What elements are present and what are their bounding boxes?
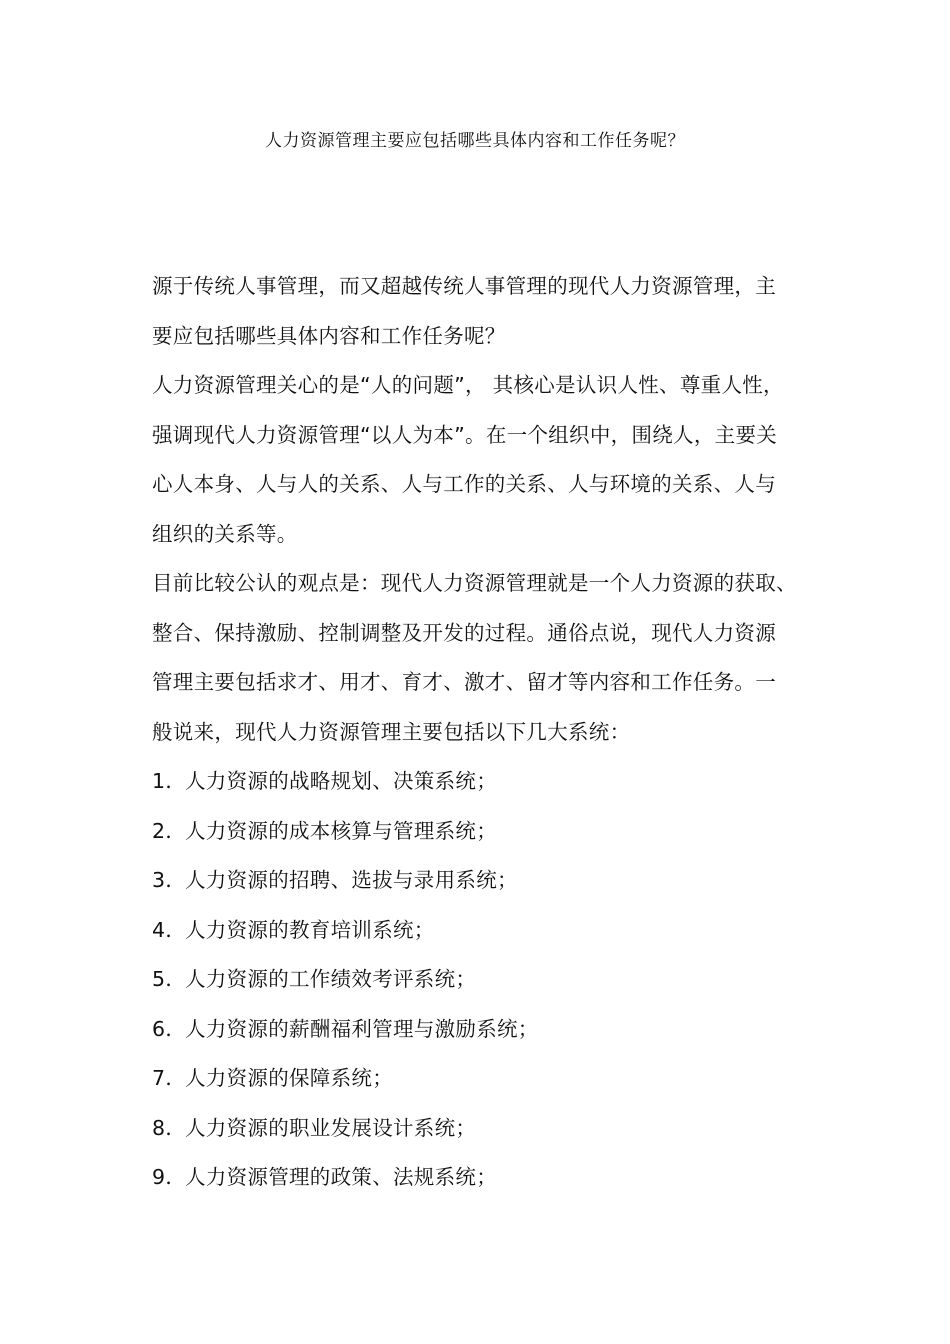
list-item-number: 8． <box>152 1115 187 1140</box>
list-item <box>152 856 802 906</box>
list-item <box>152 757 802 807</box>
list-item <box>152 807 802 857</box>
list-item-number: 2． <box>152 818 187 843</box>
list-item-text: 人力资源的教育培训系统； <box>185 917 435 942</box>
list-item-text: 人力资源的职业发展设计系统； <box>185 1115 477 1140</box>
paragraph-line: 目前比较公认的观点是：现代人力资源管理就是一个人力资源的获取、 <box>152 571 797 595</box>
list-item-text: 人力资源的成本核算与管理系统； <box>185 818 497 843</box>
page-title: 人力资源管理主要应包括哪些具体内容和工作任务呢？ <box>265 131 685 151</box>
list-item <box>152 1153 802 1203</box>
list-item-text: 人力资源管理的政策、法规系统； <box>185 1165 497 1189</box>
paragraph-line: 整合、保持激励、控制调整及开发的过程。通俗点说，现代人力资源 <box>152 620 776 645</box>
list-item-number: 1． <box>152 769 187 793</box>
list-item-number: 7． <box>152 1066 187 1090</box>
list-item <box>152 906 802 956</box>
list-item-number: 3． <box>152 868 187 892</box>
list-item-text: 人力资源的战略规划、决策系统； <box>185 769 497 793</box>
paragraph-line: 人力资源管理关心的是“人的问题”， 其核心是认识人性、尊重人性， <box>152 373 784 397</box>
list-item-number: 6． <box>152 1016 187 1041</box>
list-item <box>152 1054 802 1104</box>
paragraph-line: 源于传统人事管理，而又超越传统人事管理的现代人力资源管理，主 <box>152 274 776 298</box>
list-item <box>152 1104 802 1154</box>
list-item <box>152 1005 802 1055</box>
paragraph-line: 心人本身、人与人的关系、人与工作的关系、人与环境的关系、人与 <box>152 472 776 496</box>
list-item-number: 4． <box>152 917 187 942</box>
document-body <box>152 262 802 1203</box>
list-item-text: 人力资源的工作绩效考评系统； <box>185 967 477 991</box>
paragraph-line: 要应包括哪些具体内容和工作任务呢？ <box>152 323 506 348</box>
paragraph-line: 管理主要包括求才、用才、育才、激才、留才等内容和工作任务。一 <box>152 670 776 694</box>
list-item-text: 人力资源的招聘、选拔与录用系统； <box>185 868 518 892</box>
list-item-text: 人力资源的保障系统； <box>185 1066 393 1090</box>
list-item-number: 5． <box>152 967 187 991</box>
paragraph-line: 般说来，现代人力资源管理主要包括以下几大系统： <box>152 719 631 744</box>
list-item-number: 9． <box>152 1165 187 1189</box>
paragraph-line: 组织的关系等。 <box>152 521 298 546</box>
list-item <box>152 955 802 1005</box>
paragraph-line: 强调现代人力资源管理“以人为本”。在一个组织中，围绕人，主要关 <box>152 422 778 447</box>
list-item-text: 人力资源的薪酬福利管理与激励系统； <box>185 1016 539 1041</box>
